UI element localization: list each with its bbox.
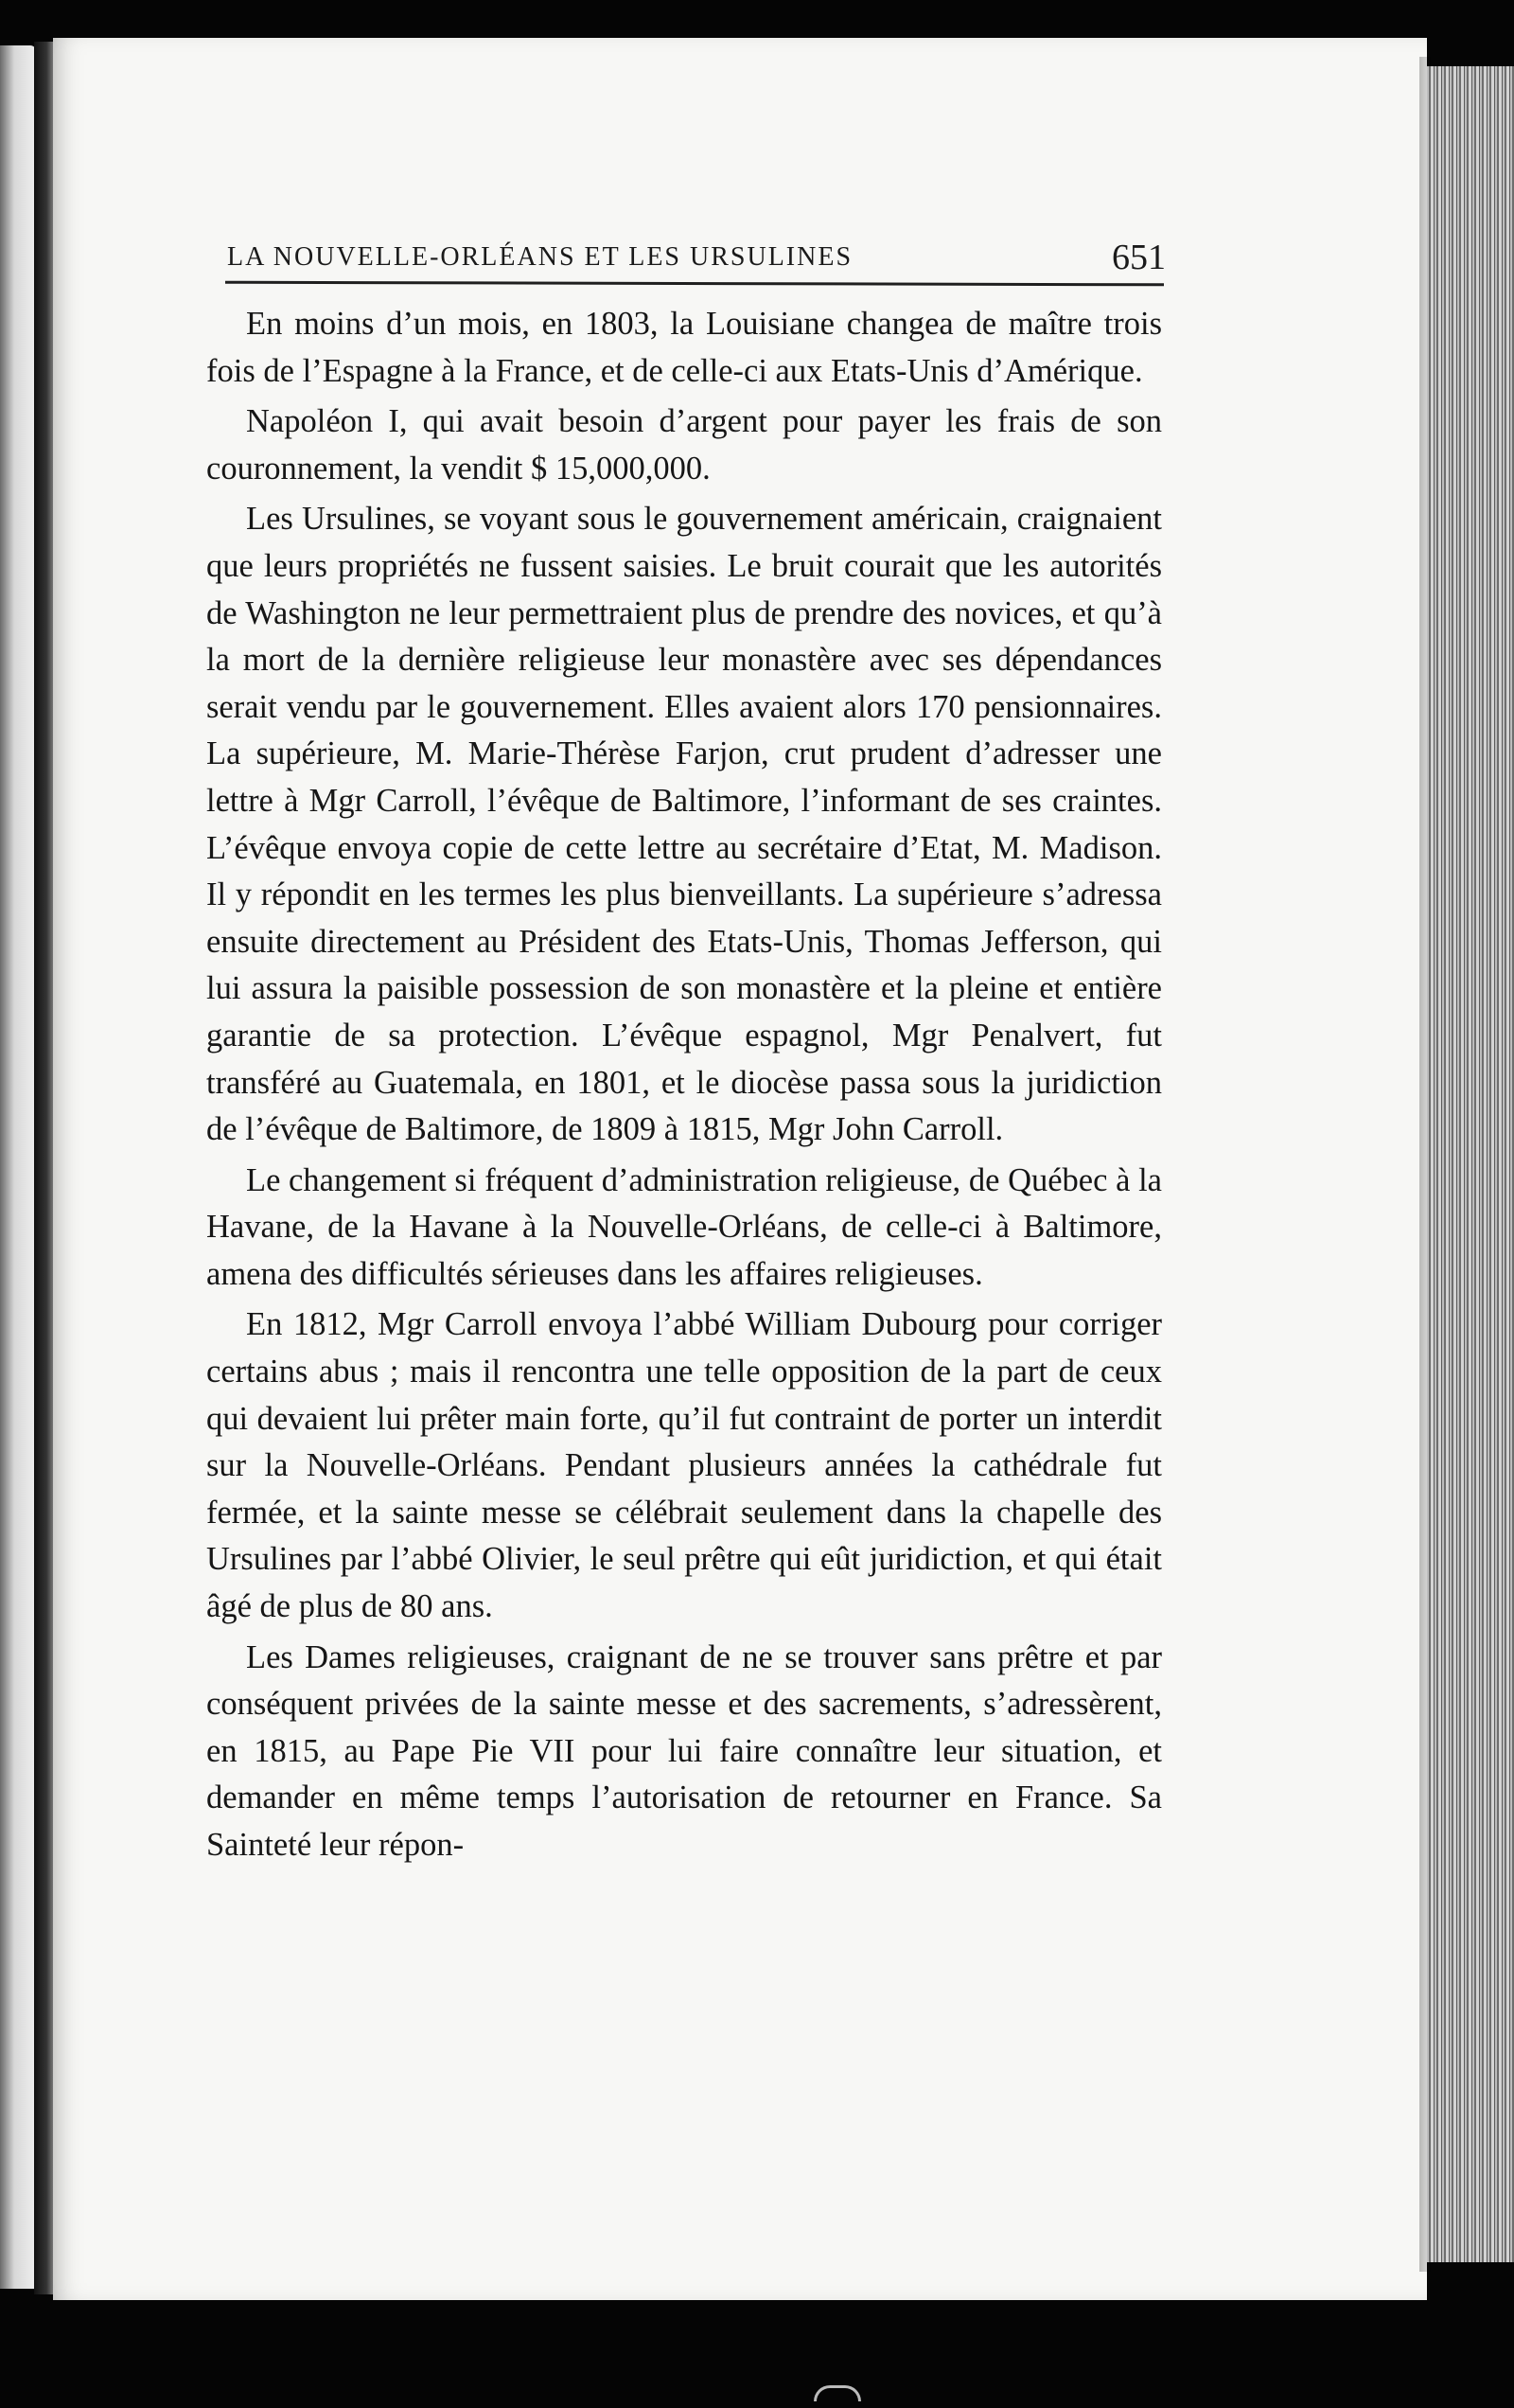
paragraph-ursulines: Les Ursulines, se voyant sous le gouvernement américain, craignaient que leurs propriétés ne fussent saisies. Le bruit courait que les autorités de Washington ne leur permettraient plus de prendre des novices, et qu’à la mort de la dernière religieuse leur monastère avec ses dépendances serait vendu par le gouvernement. Elles avaient alors 170 pensionnaires. La supérieure, M. Marie-Thérèse Farjon, crut prudent d’adresser une lettre à Mgr Carroll, l’évêque de Baltimore, l’informant de ses craintes. L’évêque envoya copie de cette lettre au secrétaire d’Etat, M. Madison. Il y répondit en les termes les plus bienveillants. La supérieure s’adressa ensuite directement au Président des Etats-Unis, Thomas Jefferson, qui lui assura la paisible possession de son monastère et la pleine et entière garantie de sa protection. L’évêque espagnol, Mgr Penalvert, fut transféré au Guatemala, en 1801, et le diocèse passa sous la juridiction de l’évêque de Baltimore, de 1809 à 1815, Mgr John Carroll. [206, 501, 1162, 1148]
previous-page-edge [0, 45, 36, 2289]
paragraph-dames-religieuses: Les Dames religieuses, craignant de ne se trouver sans prêtre et par conséquent privées de la sainte messe et des sacrements, s’adressèrent, en 1815, au Pape Pie VII pour lui faire connaître leur situation, et demander en même temps l’autorisation de retourner en France. Sa Sainteté leur répon- [206, 1638, 1162, 1863]
paragraph-napoleon: Napoléon I, qui avait besoin d’argent pour payer les frais de son couronnement, la vendit $ 15,000,000. [206, 403, 1162, 487]
next-page-mark [814, 2385, 861, 2401]
paragraph-changement: Le changement si fréquent d’administration religieuse, de Québec à la Havane, de la Havane à la Nouvelle-Orléans, de celle-ci à Baltimore, amena des difficultés sérieuses dans les affaires religieuses. [206, 1161, 1162, 1292]
paragraph-dubourg: En 1812, Mgr Carroll envoya l’abbé William Dubourg pour corriger certains abus ; mais il rencontra une telle opposition de la part de ceux qui devaient lui prêter main forte, qu’il fut contraint de porter un interdit sur la Nouvelle-Orléans. Pendant plusieurs années la cathédrale fut fermée, et la sainte messe se célébrait seulement dans la chapelle des Ursulines par l’abbé Olivier, le seul prêtre qui eût juridiction, et qui était âgé de plus de 80 ans. [206, 1306, 1162, 1625]
page-number: 651 [1112, 238, 1166, 277]
body-text [206, 301, 1162, 1873]
book-gutter [34, 42, 55, 2294]
page-stack-edges [1427, 66, 1514, 2262]
running-head: LA NOUVELLE-ORLÉANS ET LES URSULINES [227, 242, 854, 272]
paragraph-louisiane: En moins d’un mois, en 1803, la Louisiane changea de maître trois fois de l’Espagne à la France, et de celle-ci aux Etats-Unis d’Amérique. [206, 306, 1162, 389]
